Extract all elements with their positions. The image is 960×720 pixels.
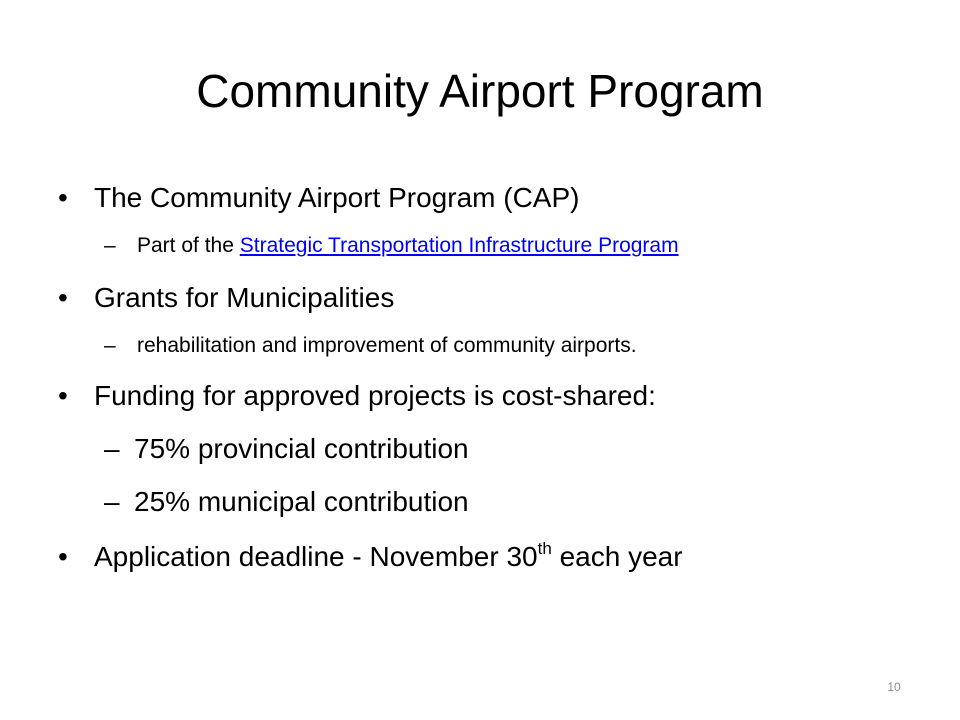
sub-bullet-text bbox=[137, 232, 679, 260]
bullet-text: Funding for approved projects is cost-shared: bbox=[94, 380, 656, 411]
deadline-text: Application deadline - November 30 bbox=[94, 541, 538, 572]
bullet-text bbox=[94, 539, 683, 579]
bullet-text: The Community Airport Program (CAP) bbox=[94, 182, 580, 213]
bullet-text: Grants for Municipalities bbox=[94, 282, 395, 313]
dash-marker: – bbox=[104, 334, 116, 357]
strategic-program-link[interactable]: Strategic Transportation Infrastructure Program bbox=[239, 234, 679, 257]
bullet-marker: • bbox=[58, 182, 68, 213]
sub-bullet-prefix: Part of the bbox=[137, 234, 240, 257]
ordinal-superscript: th bbox=[537, 539, 552, 558]
bullet-marker: • bbox=[58, 541, 68, 572]
slide-title: Community Airport Program bbox=[196, 65, 764, 117]
bullet-marker: • bbox=[58, 380, 68, 411]
dash-marker: – bbox=[104, 486, 120, 517]
sub-bullet-text: 25% municipal contribution bbox=[134, 486, 469, 517]
dash-marker: – bbox=[104, 433, 120, 464]
bullet-marker: • bbox=[58, 282, 68, 313]
sub-bullet-text: rehabilitation and improvement of community airports. bbox=[137, 334, 637, 357]
page-number: 10 bbox=[887, 680, 901, 694]
sub-bullet-text: 75% provincial contribution bbox=[134, 433, 469, 464]
deadline-suffix: each year bbox=[551, 541, 683, 572]
dash-marker: – bbox=[104, 234, 116, 257]
